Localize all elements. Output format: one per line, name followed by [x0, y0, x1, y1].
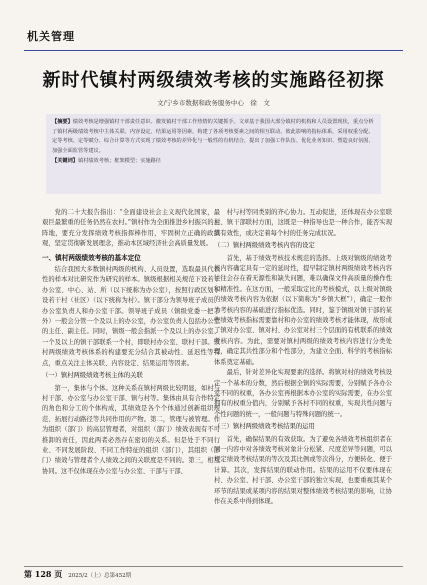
abstract-label: 【摘要】 [52, 119, 73, 125]
author-line: 文/宁乡市数据和政务服务中心 徐 文 [157, 99, 270, 107]
keywords-text: 镇村绩效考核；框架模型；实施路径 [77, 158, 161, 165]
right-column [214, 208, 392, 507]
paragraph: 首先，确保结果的有效获取。为了避免各绩效考核组织者在同一内容中对各绩效考核对象计分松紧、尺度差异等问题，可以规定绩效考核结果的等次及其比例或等次得分，方便转化、便于计算。其次，发挥结果的联动作用。结果的运用不仅要体现在村、办公室、村干部、办公室干部的独立实现，也要重视其某个环节的结果或某项内容的结果对整体绩效考核结果的影响，让协作在关系中得到体现。 [214, 435, 392, 505]
paragraph: 党的二十大报告指出：“全面建设社会主义现代化国家，最艰巨最繁重的任务仍然在农村。”镇村作为全面推进乡村振兴的主阵地，要充分发挥绩效考核指挥棒作用，牢固树立正确的政绩观，坚定贯彻新发展理念，推动本区域经济社会高质量发展。 [42, 209, 220, 248]
page-footer [24, 569, 131, 580]
keywords-label: 【关键词】 [52, 158, 78, 165]
paragraph: 最后，针对差异化实现要素的选择。将镇对村的绩效考核设定一个基本的分数，然后根据全镇的实际需要，分别赋予各办公室不同的权重，各办公室再根据本办公室的实际需要，在办公室拥有的权重分值内，分别赋予各村不同的权重，实现共性问题与个性问题的统一，一般问题与特殊问题的统一。 [214, 369, 392, 418]
section-tag: 机关管理 [27, 30, 75, 43]
header-rule [24, 50, 403, 51]
abstract-text: 绩效考核是增强镇村干部责任意识、激发镇村干部工作热情的关键抓手。文章基于我国大部分镇村的机构和人员设置现状，重点分析了镇村两级绩效考核中主体关联、内容设定、结果运用等因素，构建了各项考核要素之间的相互联动、彼此影响的指标体系，采用权重分配、定等考核、定等赋分、综合计算等方式实现了绩效考核的差异化与一般性的有机结合，提出了加强工作队伍、优化业务知识、塑造良好氛围、加强全面监管等建议。 [52, 119, 374, 154]
keywords [52, 157, 375, 167]
section-heading: 一、镇村两级绩效考核的基本定位 [42, 253, 141, 262]
section-heading: （三）镇村两级绩效考核结果的运用 [214, 423, 315, 431]
paragraph: 首先，基于绩效考核技术规范的选择。上级对镇级的绩效考核内容确定具有一定的延时性，提早制定镇村两级绩效考核内容往往会存在着无源性和缺失问题，难以确保文件高质量的操作性和精准性。在这方面，一般采取定比的考核模式，以上级对镇级的绩效考核内容为依据（以下简称为“乡镇大框”），确定一般作为考核内容的基础进行指标优选。同时，鉴于镇级对镇干部的某些绩效考核指标需要靠村和办公室的绩效考核才能体现，故形成了镇对办公室、镇对村、办公室对村三个层面的有机联系的绩效考核内容。为此，需要对镇村两级的绩效考核内容进行分类处理，确定其共性部分和个性部分，为建立全面、科学的考核指标体系奠定基础。 [214, 254, 392, 366]
paragraph: 结合我国大多数镇村两级的机构、人员设置，选取最具代表性的样本对比研究作为研究的样本。镇级根据相关规范下设若干办公室、中心、站、所（以下统称为办公室），按照行政区划下设若干村（社区）（以下统称为村）。镇干部分为领导班子成员、办公室负责人和办公室干部。领导班子成员（镇级党委一把手外）一般会分管一个及以上的办公室，办公室负责人包括办公室的主任、副主任。同时，镇级一般会指派一个及以上的办公室、一个及以上的镇干部联系一个村，即联村办公室、联村干部。镇村两级绩效考核体系的构建要充分结合其被动性、延迟性等特点，重点关注主体关联、内容设定、结果运用等因素。 [42, 266, 220, 367]
section-heading: （二）镇村两级绩效考核内容的设定 [214, 242, 315, 250]
page-number: 第 128 页 [24, 569, 63, 579]
paragraph: 第一，集体与个体。这种关系在镇村两级比较明显，如村与村干部、办公室与办公室干部、镇与村等。集体由具有合作特定的角色和分工的个体构成，其绩效是各个个体通过创新组织规范、拓展行动路径等共同作用的产物。第二，管理与被管理。作为组织（部门）的高层管理者，对组织（部门）绩效表现有不可推卸的责任，因此两者必然存在密切的关系。但是处于不同行业、不同发展阶段、不同工作特征的组织（部门），其组织（部门）绩效与管理者个人绩效之间的关联度是不同的。第三，相互协同。这不仅体现在办公室与办公室、干部与干部、 [42, 384, 220, 475]
paragraph: 村与村等同类别的齐心协力。互动促进，还体现在办公室联村、镇干部联村方面，这既是一种指导也是一种合作，能否实现其有效性，或决定着每个村的任务完成状况。 [214, 209, 392, 237]
article-title: 新时代镇村两级绩效考核的实施路径初探 [42, 70, 385, 91]
issue-info: 2025/2（上）总第452期 [68, 572, 132, 579]
section-heading: （一）镇村两级绩效考核主体的关联 [42, 372, 143, 380]
left-column [42, 208, 220, 477]
footer-rule [24, 566, 403, 567]
abstract-box [46, 114, 381, 194]
abstract [52, 118, 375, 156]
